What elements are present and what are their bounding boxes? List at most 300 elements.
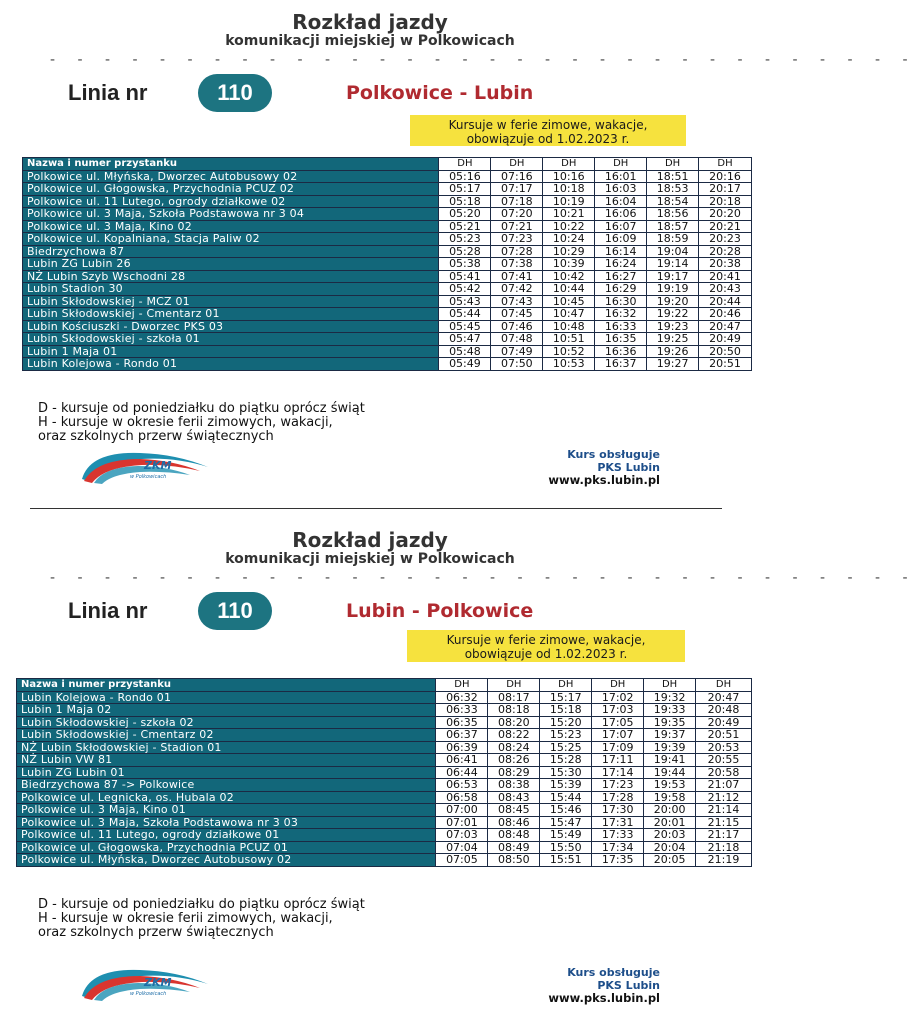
departure-time-cell: 06:33 [436, 704, 488, 717]
departure-time-cell: 17:31 [592, 816, 644, 829]
departure-time-cell: 10:44 [543, 283, 595, 296]
validity-notice [410, 115, 686, 146]
departure-time-cell: 20:46 [699, 308, 752, 321]
departure-time-cell: 20:21 [699, 220, 752, 233]
legend-h: H - kursuje w okresie ferii zimowych, wakacji, [38, 415, 333, 430]
zkm-logo-graphic [80, 962, 210, 1002]
departure-time-cell: 20:28 [699, 245, 752, 258]
departure-time-cell: 15:39 [540, 779, 592, 792]
departure-time-cell: 10:52 [543, 345, 595, 358]
departure-time-cell: 08:22 [488, 729, 540, 742]
table-row [17, 754, 752, 767]
departure-time-cell: 15:50 [540, 841, 592, 854]
departure-time-cell: 19:37 [644, 729, 696, 742]
stop-name-cell: Polkowice ul. Młyńska, Dworzec Autobusowy 02 [17, 854, 436, 867]
departure-time-cell: 08:48 [488, 829, 540, 842]
stop-name-cell: Polkowice ul. Głogowska, Przychodnia PCUZ 01 [17, 841, 436, 854]
departure-time-cell: 20:18 [699, 195, 752, 208]
notice-line-2: obowiązuje od 1.02.2023 r. [466, 132, 630, 146]
departure-time-cell: 19:04 [647, 245, 699, 258]
departure-time-cell: 07:04 [436, 841, 488, 854]
departure-time-cell: 17:14 [592, 766, 644, 779]
departure-time-cell: 20:03 [644, 829, 696, 842]
departure-time-cell: 07:50 [491, 358, 543, 371]
departure-time-cell: 10:21 [543, 208, 595, 221]
table-row [23, 183, 752, 196]
departure-time-cell: 20:55 [696, 754, 752, 767]
legend-d: D - kursuje od poniedziałku do piątku oprócz świąt [38, 401, 365, 416]
departure-time-cell: 15:51 [540, 854, 592, 867]
departure-time-cell: 20:43 [699, 283, 752, 296]
departure-time-cell: 20:58 [696, 766, 752, 779]
departure-time-cell: 05:28 [439, 245, 491, 258]
stop-name-cell: Lubin Kolejowa - Rondo 01 [17, 691, 436, 704]
table-row [17, 804, 752, 817]
departure-time-cell: 10:42 [543, 270, 595, 283]
operator-line-1: Kurs obsługuje [567, 448, 660, 461]
table-row [23, 220, 752, 233]
stop-name-cell: Lubin 1 Maja 02 [17, 704, 436, 717]
departure-time-cell: 05:48 [439, 345, 491, 358]
departure-time-cell: 21:15 [696, 816, 752, 829]
stop-name-cell: Polkowice ul. 3 Maja, Kino 02 [23, 220, 439, 233]
departure-time-cell: 16:06 [595, 208, 647, 221]
departure-time-cell: 17:33 [592, 829, 644, 842]
departure-time-cell: 16:03 [595, 183, 647, 196]
departure-time-cell: 17:02 [592, 691, 644, 704]
departure-time-cell: 08:17 [488, 691, 540, 704]
departure-time-cell: 20:01 [644, 816, 696, 829]
table-row [23, 283, 752, 296]
departure-time-cell: 20:50 [699, 345, 752, 358]
departure-time-cell: 18:53 [647, 183, 699, 196]
legend-d: D - kursuje od poniedziałku do piątku oprócz świąt [38, 897, 365, 912]
stop-name-cell: NŻ Lubin VW 81 [17, 754, 436, 767]
departure-time-cell: 16:04 [595, 195, 647, 208]
table-row [23, 333, 752, 346]
departure-time-cell: 07:43 [491, 295, 543, 308]
departure-time-cell: 17:28 [592, 791, 644, 804]
departure-time-cell: 07:28 [491, 245, 543, 258]
departure-time-cell: 16:27 [595, 270, 647, 283]
departure-time-cell: 05:42 [439, 283, 491, 296]
departure-time-cell: 17:07 [592, 729, 644, 742]
stop-name-cell: Biedrzychowa 87 [23, 245, 439, 258]
stop-column-header: Nazwa i numer przystanku [17, 679, 436, 692]
departure-time-cell: 08:46 [488, 816, 540, 829]
departure-time-cell: 05:41 [439, 270, 491, 283]
dashed-divider: - - - - - - - - - - - - - - - - - - - - - - - - - - - - - - - - [50, 570, 917, 586]
departure-time-cell: 20:49 [699, 333, 752, 346]
departure-time-cell: 16:32 [595, 308, 647, 321]
departure-time-cell: 19:32 [644, 691, 696, 704]
departure-time-cell: 06:53 [436, 779, 488, 792]
day-type-header: DH [543, 158, 595, 171]
departure-time-cell: 08:45 [488, 804, 540, 817]
departure-time-cell: 06:39 [436, 741, 488, 754]
departure-time-cell: 20:05 [644, 854, 696, 867]
table-row [23, 295, 752, 308]
departure-time-cell: 10:47 [543, 308, 595, 321]
operator-info [548, 448, 660, 487]
departure-time-cell: 10:24 [543, 233, 595, 246]
departure-time-cell: 08:24 [488, 741, 540, 754]
departure-time-cell: 08:18 [488, 704, 540, 717]
legend-h: H - kursuje w okresie ferii zimowych, wakacji, [38, 911, 333, 926]
table-row [23, 170, 752, 183]
departure-time-cell: 06:32 [436, 691, 488, 704]
departure-time-cell: 21:17 [696, 829, 752, 842]
departure-time-cell: 07:18 [491, 195, 543, 208]
departure-time-cell: 20:44 [699, 295, 752, 308]
departure-time-cell: 10:18 [543, 183, 595, 196]
day-type-header: DH [699, 158, 752, 171]
departure-time-cell: 06:58 [436, 791, 488, 804]
legend-h-cont: oraz szkolnych przerw świątecznych [38, 925, 274, 940]
line-number-badge: 110 [198, 74, 272, 112]
departure-time-cell: 07:05 [436, 854, 488, 867]
stop-name-cell: Biedrzychowa 87 -> Polkowice [17, 779, 436, 792]
departure-time-cell: 17:03 [592, 704, 644, 717]
table-row [23, 258, 752, 271]
departure-time-cell: 20:00 [644, 804, 696, 817]
departure-time-cell: 15:44 [540, 791, 592, 804]
day-type-header: DH [540, 679, 592, 692]
departure-time-cell: 07:00 [436, 804, 488, 817]
line-label: Linia nr [68, 80, 148, 105]
departure-time-cell: 15:47 [540, 816, 592, 829]
departure-time-cell: 19:14 [647, 258, 699, 271]
departure-time-cell: 15:25 [540, 741, 592, 754]
departure-time-cell: 15:20 [540, 716, 592, 729]
departure-time-cell: 07:49 [491, 345, 543, 358]
departure-time-cell: 07:38 [491, 258, 543, 271]
departure-time-cell: 10:29 [543, 245, 595, 258]
departure-time-cell: 10:16 [543, 170, 595, 183]
stop-name-cell: Polkowice ul. Kopalniana, Stacja Paliw 02 [23, 233, 439, 246]
departure-time-cell: 10:51 [543, 333, 595, 346]
table-row [23, 320, 752, 333]
legend [38, 898, 365, 940]
departure-time-cell: 17:09 [592, 741, 644, 754]
departure-time-cell: 16:24 [595, 258, 647, 271]
table-row [17, 854, 752, 867]
stop-name-cell: Polkowice ul. Legnicka, os. Hubala 02 [17, 791, 436, 804]
departure-time-cell: 18:54 [647, 195, 699, 208]
operator-info [548, 966, 660, 1005]
legend [38, 402, 365, 444]
departure-time-cell: 10:45 [543, 295, 595, 308]
stop-name-cell: Lubin 1 Maja 01 [23, 345, 439, 358]
departure-time-cell: 19:53 [644, 779, 696, 792]
table-row [23, 245, 752, 258]
departure-time-cell: 05:21 [439, 220, 491, 233]
departure-time-cell: 20:41 [699, 270, 752, 283]
departure-time-cell: 21:12 [696, 791, 752, 804]
operator-line-2: PKS Lubin [597, 979, 660, 992]
departure-time-cell: 05:18 [439, 195, 491, 208]
table-row [23, 308, 752, 321]
departure-time-cell: 16:33 [595, 320, 647, 333]
departure-time-cell: 05:45 [439, 320, 491, 333]
departure-time-cell: 17:23 [592, 779, 644, 792]
departure-time-cell: 21:18 [696, 841, 752, 854]
page-title: Rozkład jazdy [292, 528, 448, 552]
notice-line-1: Kursuje w ferie zimowe, wakacje, [446, 633, 646, 647]
departure-time-cell: 05:23 [439, 233, 491, 246]
stop-name-cell: Lubin Skłodowskiej - szkoła 02 [17, 716, 436, 729]
stop-name-cell: Polkowice ul. 11 Lutego, ogrody działkowe 02 [23, 195, 439, 208]
departure-time-cell: 20:47 [696, 691, 752, 704]
table-row [17, 704, 752, 717]
departure-time-cell: 16:35 [595, 333, 647, 346]
departure-time-cell: 08:38 [488, 779, 540, 792]
departure-time-cell: 20:51 [699, 358, 752, 371]
departure-time-cell: 10:48 [543, 320, 595, 333]
table-row [17, 766, 752, 779]
departure-time-cell: 15:18 [540, 704, 592, 717]
logo-subtext: w Polkowicach [130, 474, 167, 480]
stop-name-cell: Lubin Stadion 30 [23, 283, 439, 296]
day-type-header: DH [644, 679, 696, 692]
table-row [17, 779, 752, 792]
stop-name-cell: Lubin Skłodowskiej - Cmentarz 01 [23, 308, 439, 321]
departure-time-cell: 19:44 [644, 766, 696, 779]
departure-time-cell: 19:39 [644, 741, 696, 754]
departure-time-cell: 16:36 [595, 345, 647, 358]
departure-time-cell: 07:20 [491, 208, 543, 221]
departure-time-cell: 19:19 [647, 283, 699, 296]
stop-name-cell: Polkowice ul. 3 Maja, Kino 01 [17, 804, 436, 817]
departure-time-cell: 19:35 [644, 716, 696, 729]
legend-h-cont: oraz szkolnych przerw świątecznych [38, 429, 274, 444]
departure-time-cell: 15:30 [540, 766, 592, 779]
line-label: Linia nr [68, 598, 148, 623]
timetable-table [16, 678, 752, 867]
departure-time-cell: 06:37 [436, 729, 488, 742]
departure-time-cell: 19:58 [644, 791, 696, 804]
day-type-header: DH [491, 158, 543, 171]
departure-time-cell: 15:28 [540, 754, 592, 767]
departure-time-cell: 18:59 [647, 233, 699, 246]
table-row [23, 345, 752, 358]
departure-time-cell: 20:48 [696, 704, 752, 717]
departure-time-cell: 07:16 [491, 170, 543, 183]
departure-time-cell: 07:03 [436, 829, 488, 842]
stop-name-cell: Polkowice ul. 11 Lutego, ogrody działkowe 01 [17, 829, 436, 842]
table-row [23, 270, 752, 283]
departure-time-cell: 07:01 [436, 816, 488, 829]
table-row [23, 195, 752, 208]
departure-time-cell: 19:41 [644, 754, 696, 767]
departure-time-cell: 20:16 [699, 170, 752, 183]
day-type-header: DH [595, 158, 647, 171]
departure-time-cell: 05:16 [439, 170, 491, 183]
departure-time-cell: 07:41 [491, 270, 543, 283]
table-row [17, 829, 752, 842]
departure-time-cell: 20:49 [696, 716, 752, 729]
stop-name-cell: Lubin Skłodowskiej - szkoła 01 [23, 333, 439, 346]
logo-text: ZKM [144, 976, 172, 989]
departure-time-cell: 19:22 [647, 308, 699, 321]
departure-time-cell: 15:49 [540, 829, 592, 842]
table-row [23, 208, 752, 221]
departure-time-cell: 20:51 [696, 729, 752, 742]
day-type-header: DH [647, 158, 699, 171]
departure-time-cell: 08:43 [488, 791, 540, 804]
departure-time-cell: 07:45 [491, 308, 543, 321]
table-row [17, 816, 752, 829]
table-row [23, 358, 752, 371]
day-type-header: DH [592, 679, 644, 692]
departure-time-cell: 07:17 [491, 183, 543, 196]
section-divider [30, 508, 722, 509]
dashed-divider: - - - - - - - - - - - - - - - - - - - - - - - - - - - - - - - - [50, 52, 917, 68]
departure-time-cell: 15:17 [540, 691, 592, 704]
departure-time-cell: 20:20 [699, 208, 752, 221]
departure-time-cell: 20:47 [699, 320, 752, 333]
departure-time-cell: 16:07 [595, 220, 647, 233]
stop-name-cell: NŻ Lubin Szyb Wschodni 28 [23, 270, 439, 283]
notice-line-1: Kursuje w ferie zimowe, wakacje, [448, 118, 648, 132]
departure-time-cell: 20:23 [699, 233, 752, 246]
stop-name-cell: NŻ Lubin Skłodowskiej - Stadion 01 [17, 741, 436, 754]
table-row [17, 729, 752, 742]
table-row [17, 841, 752, 854]
departure-time-cell: 18:57 [647, 220, 699, 233]
departure-time-cell: 08:20 [488, 716, 540, 729]
timetable-table [22, 157, 752, 371]
departure-time-cell: 19:23 [647, 320, 699, 333]
departure-time-cell: 17:30 [592, 804, 644, 817]
departure-time-cell: 10:22 [543, 220, 595, 233]
line-number-badge: 110 [198, 592, 272, 630]
departure-time-cell: 07:21 [491, 220, 543, 233]
zkm-logo [80, 962, 210, 1002]
departure-time-cell: 05:38 [439, 258, 491, 271]
departure-time-cell: 08:26 [488, 754, 540, 767]
day-type-header: DH [696, 679, 752, 692]
departure-time-cell: 16:14 [595, 245, 647, 258]
operator-line-1: Kurs obsługuje [567, 966, 660, 979]
departure-time-cell: 16:37 [595, 358, 647, 371]
departure-time-cell: 21:14 [696, 804, 752, 817]
departure-time-cell: 18:56 [647, 208, 699, 221]
departure-time-cell: 20:53 [696, 741, 752, 754]
departure-time-cell: 16:30 [595, 295, 647, 308]
departure-time-cell: 19:33 [644, 704, 696, 717]
stop-name-cell: Lubin Skłodowskiej - Cmentarz 02 [17, 729, 436, 742]
departure-time-cell: 15:46 [540, 804, 592, 817]
departure-time-cell: 15:23 [540, 729, 592, 742]
logo-subtext: w Polkowicach [130, 991, 167, 997]
stop-name-cell: Lubin ZG Lubin 01 [17, 766, 436, 779]
departure-time-cell: 20:17 [699, 183, 752, 196]
departure-time-cell: 05:44 [439, 308, 491, 321]
stop-name-cell: Polkowice ul. Młyńska, Dworzec Autobusowy 02 [23, 170, 439, 183]
table-header-row [23, 158, 752, 171]
route-name: Polkowice - Lubin [346, 82, 534, 104]
departure-time-cell: 17:35 [592, 854, 644, 867]
stop-name-cell: Lubin Kolejowa - Rondo 01 [23, 358, 439, 371]
departure-time-cell: 20:38 [699, 258, 752, 271]
departure-time-cell: 21:07 [696, 779, 752, 792]
departure-time-cell: 18:51 [647, 170, 699, 183]
departure-time-cell: 19:26 [647, 345, 699, 358]
day-type-header: DH [436, 679, 488, 692]
validity-notice [407, 630, 685, 662]
table-row [23, 233, 752, 246]
notice-line-2: obowiązuje od 1.02.2023 r. [464, 647, 628, 661]
departure-time-cell: 16:01 [595, 170, 647, 183]
zkm-logo [80, 445, 210, 485]
page-subtitle: komunikacji miejskiej w Polkowicach [225, 33, 515, 49]
page-subtitle: komunikacji miejskiej w Polkowicach [225, 551, 515, 567]
operator-line-2: PKS Lubin [597, 461, 660, 474]
departure-time-cell: 07:42 [491, 283, 543, 296]
departure-time-cell: 10:19 [543, 195, 595, 208]
table-row [17, 791, 752, 804]
departure-time-cell: 10:53 [543, 358, 595, 371]
zkm-logo-graphic [80, 445, 210, 485]
route-name: Lubin - Polkowice [346, 600, 534, 622]
table-row [17, 741, 752, 754]
day-type-header: DH [488, 679, 540, 692]
operator-url[interactable]: www.pks.lubin.pl [548, 991, 660, 1005]
table-header-row [17, 679, 752, 692]
stop-name-cell: Lubin ZG Lubin 26 [23, 258, 439, 271]
table-row [17, 716, 752, 729]
departure-time-cell: 07:48 [491, 333, 543, 346]
stop-name-cell: Lubin Kościuszki - Dworzec PKS 03 [23, 320, 439, 333]
departure-time-cell: 05:49 [439, 358, 491, 371]
departure-time-cell: 06:35 [436, 716, 488, 729]
departure-time-cell: 08:50 [488, 854, 540, 867]
departure-time-cell: 17:05 [592, 716, 644, 729]
departure-time-cell: 16:09 [595, 233, 647, 246]
departure-time-cell: 21:19 [696, 854, 752, 867]
departure-time-cell: 06:44 [436, 766, 488, 779]
departure-time-cell: 08:49 [488, 841, 540, 854]
table-row [17, 691, 752, 704]
departure-time-cell: 10:39 [543, 258, 595, 271]
stop-column-header: Nazwa i numer przystanku [23, 158, 439, 171]
departure-time-cell: 19:20 [647, 295, 699, 308]
departure-time-cell: 16:29 [595, 283, 647, 296]
departure-time-cell: 19:17 [647, 270, 699, 283]
departure-time-cell: 17:11 [592, 754, 644, 767]
departure-time-cell: 17:34 [592, 841, 644, 854]
departure-time-cell: 07:23 [491, 233, 543, 246]
departure-time-cell: 19:27 [647, 358, 699, 371]
stop-name-cell: Polkowice ul. Głogowska, Przychodnia PCUZ 02 [23, 183, 439, 196]
departure-time-cell: 19:25 [647, 333, 699, 346]
departure-time-cell: 05:43 [439, 295, 491, 308]
departure-time-cell: 05:47 [439, 333, 491, 346]
stop-name-cell: Polkowice ul. 3 Maja, Szkoła Podstawowa nr 3 04 [23, 208, 439, 221]
page-title: Rozkład jazdy [292, 10, 448, 34]
timetable-section-polkowice-lubin [0, 0, 917, 505]
operator-url[interactable]: www.pks.lubin.pl [548, 473, 660, 487]
stop-name-cell: Polkowice ul. 3 Maja, Szkoła Podstawowa nr 3 03 [17, 816, 436, 829]
stop-name-cell: Lubin Skłodowskiej - MCZ 01 [23, 295, 439, 308]
departure-time-cell: 20:04 [644, 841, 696, 854]
departure-time-cell: 05:17 [439, 183, 491, 196]
departure-time-cell: 08:29 [488, 766, 540, 779]
day-type-header: DH [439, 158, 491, 171]
departure-time-cell: 05:20 [439, 208, 491, 221]
departure-time-cell: 06:41 [436, 754, 488, 767]
